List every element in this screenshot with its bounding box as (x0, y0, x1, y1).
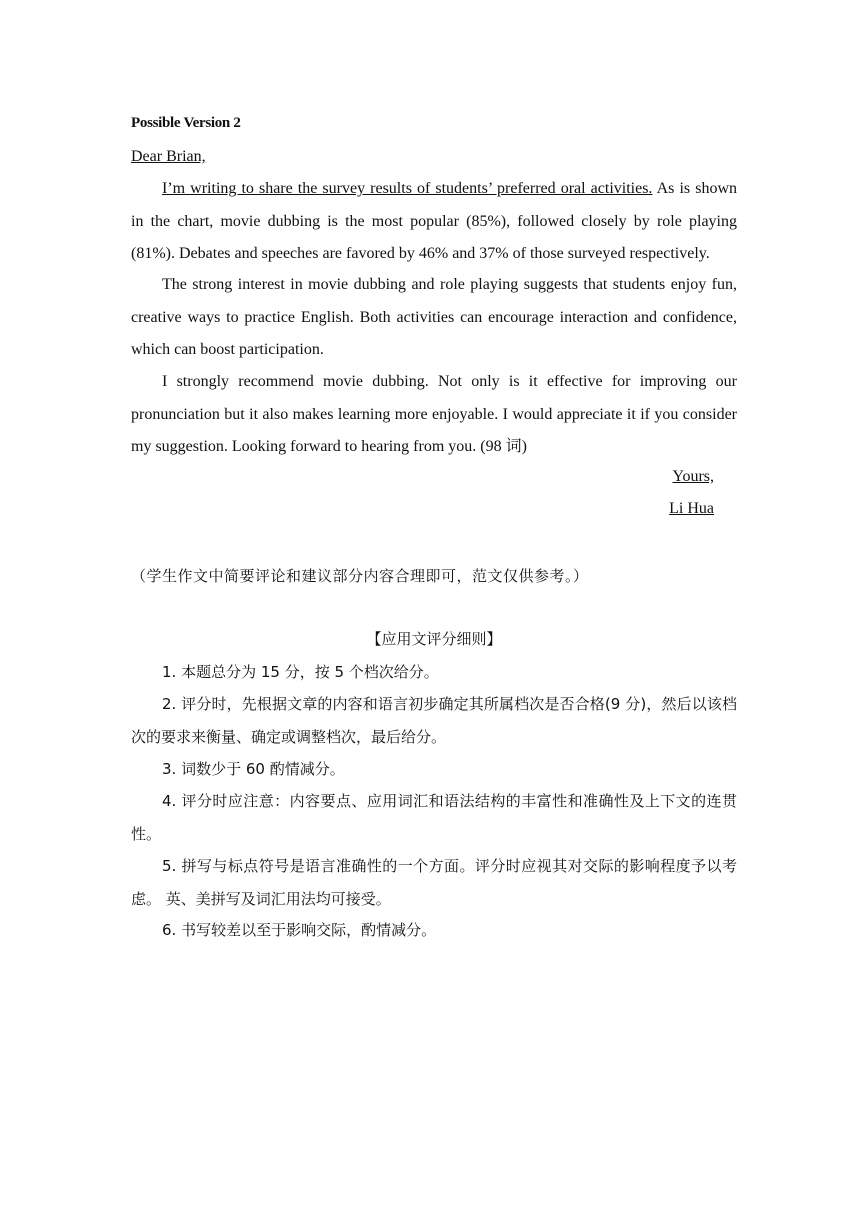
paragraph-1-underlined-sentence: I’m writing to share the survey results of students’ preferred oral activities. (162, 180, 653, 197)
rubric-rule-4: 4. 评分时应注意：内容要点、应用词汇和语法结构的丰富性和准确性及上下文的连贯性。 (131, 792, 737, 843)
letter-paragraph-3: I strongly recommend movie dubbing. Not only is it effective for improving our pronunciation but it also makes learning more enjoyable. I would appreciate it if you consider my suggestion. Looking forward to hearing from you. (98 词) (131, 373, 737, 455)
letter-signature: Li Hua (669, 500, 714, 517)
rubric-rule-1: 1. 本题总分为 15 分，按 5 个档次给分。 (162, 663, 439, 681)
letter-paragraph-2: The strong interest in movie dubbing and role playing suggests that students enjoy fun, creative ways to practice English. Both activities can encourage interaction and confidence, which can boost participation. (131, 276, 737, 358)
reference-note: （学生作文中简要评论和建议部分内容合理即可，范文仅供参考。） (131, 567, 589, 585)
rubric-rule-3: 3. 词数少于 60 酌情减分。 (162, 760, 345, 778)
rubric-rule-5: 5. 拼写与标点符号是语言准确性的一个方面。评分时应视其对交际的影响程度予以考虑。 英、美拼写及词汇用法均可接受。 (131, 857, 737, 908)
letter-closing: Yours, (672, 468, 714, 485)
rubric-rule-6: 6. 书写较差以至于影响交际，酌情减分。 (162, 921, 437, 939)
letter-salutation: Dear Brian, (131, 148, 206, 165)
version-heading: Possible Version 2 (131, 115, 241, 131)
paragraph-1-rest: As is shown in the chart, movie dubbing is the most popular (85%), followed closely by role playing (81%). Debates and speeches are favored by 46% and 37% of those surveyed respectively. (131, 180, 737, 262)
rubric-title: 【应用文评分细则】 (366, 630, 502, 648)
letter-paragraph-1 (131, 173, 737, 271)
rubric-rule-2: 2. 评分时，先根据文章的内容和语言初步确定其所属档次是否合格(9 分)，然后以该档次的要求来衡量、确定或调整档次，最后给分。 (131, 695, 737, 746)
